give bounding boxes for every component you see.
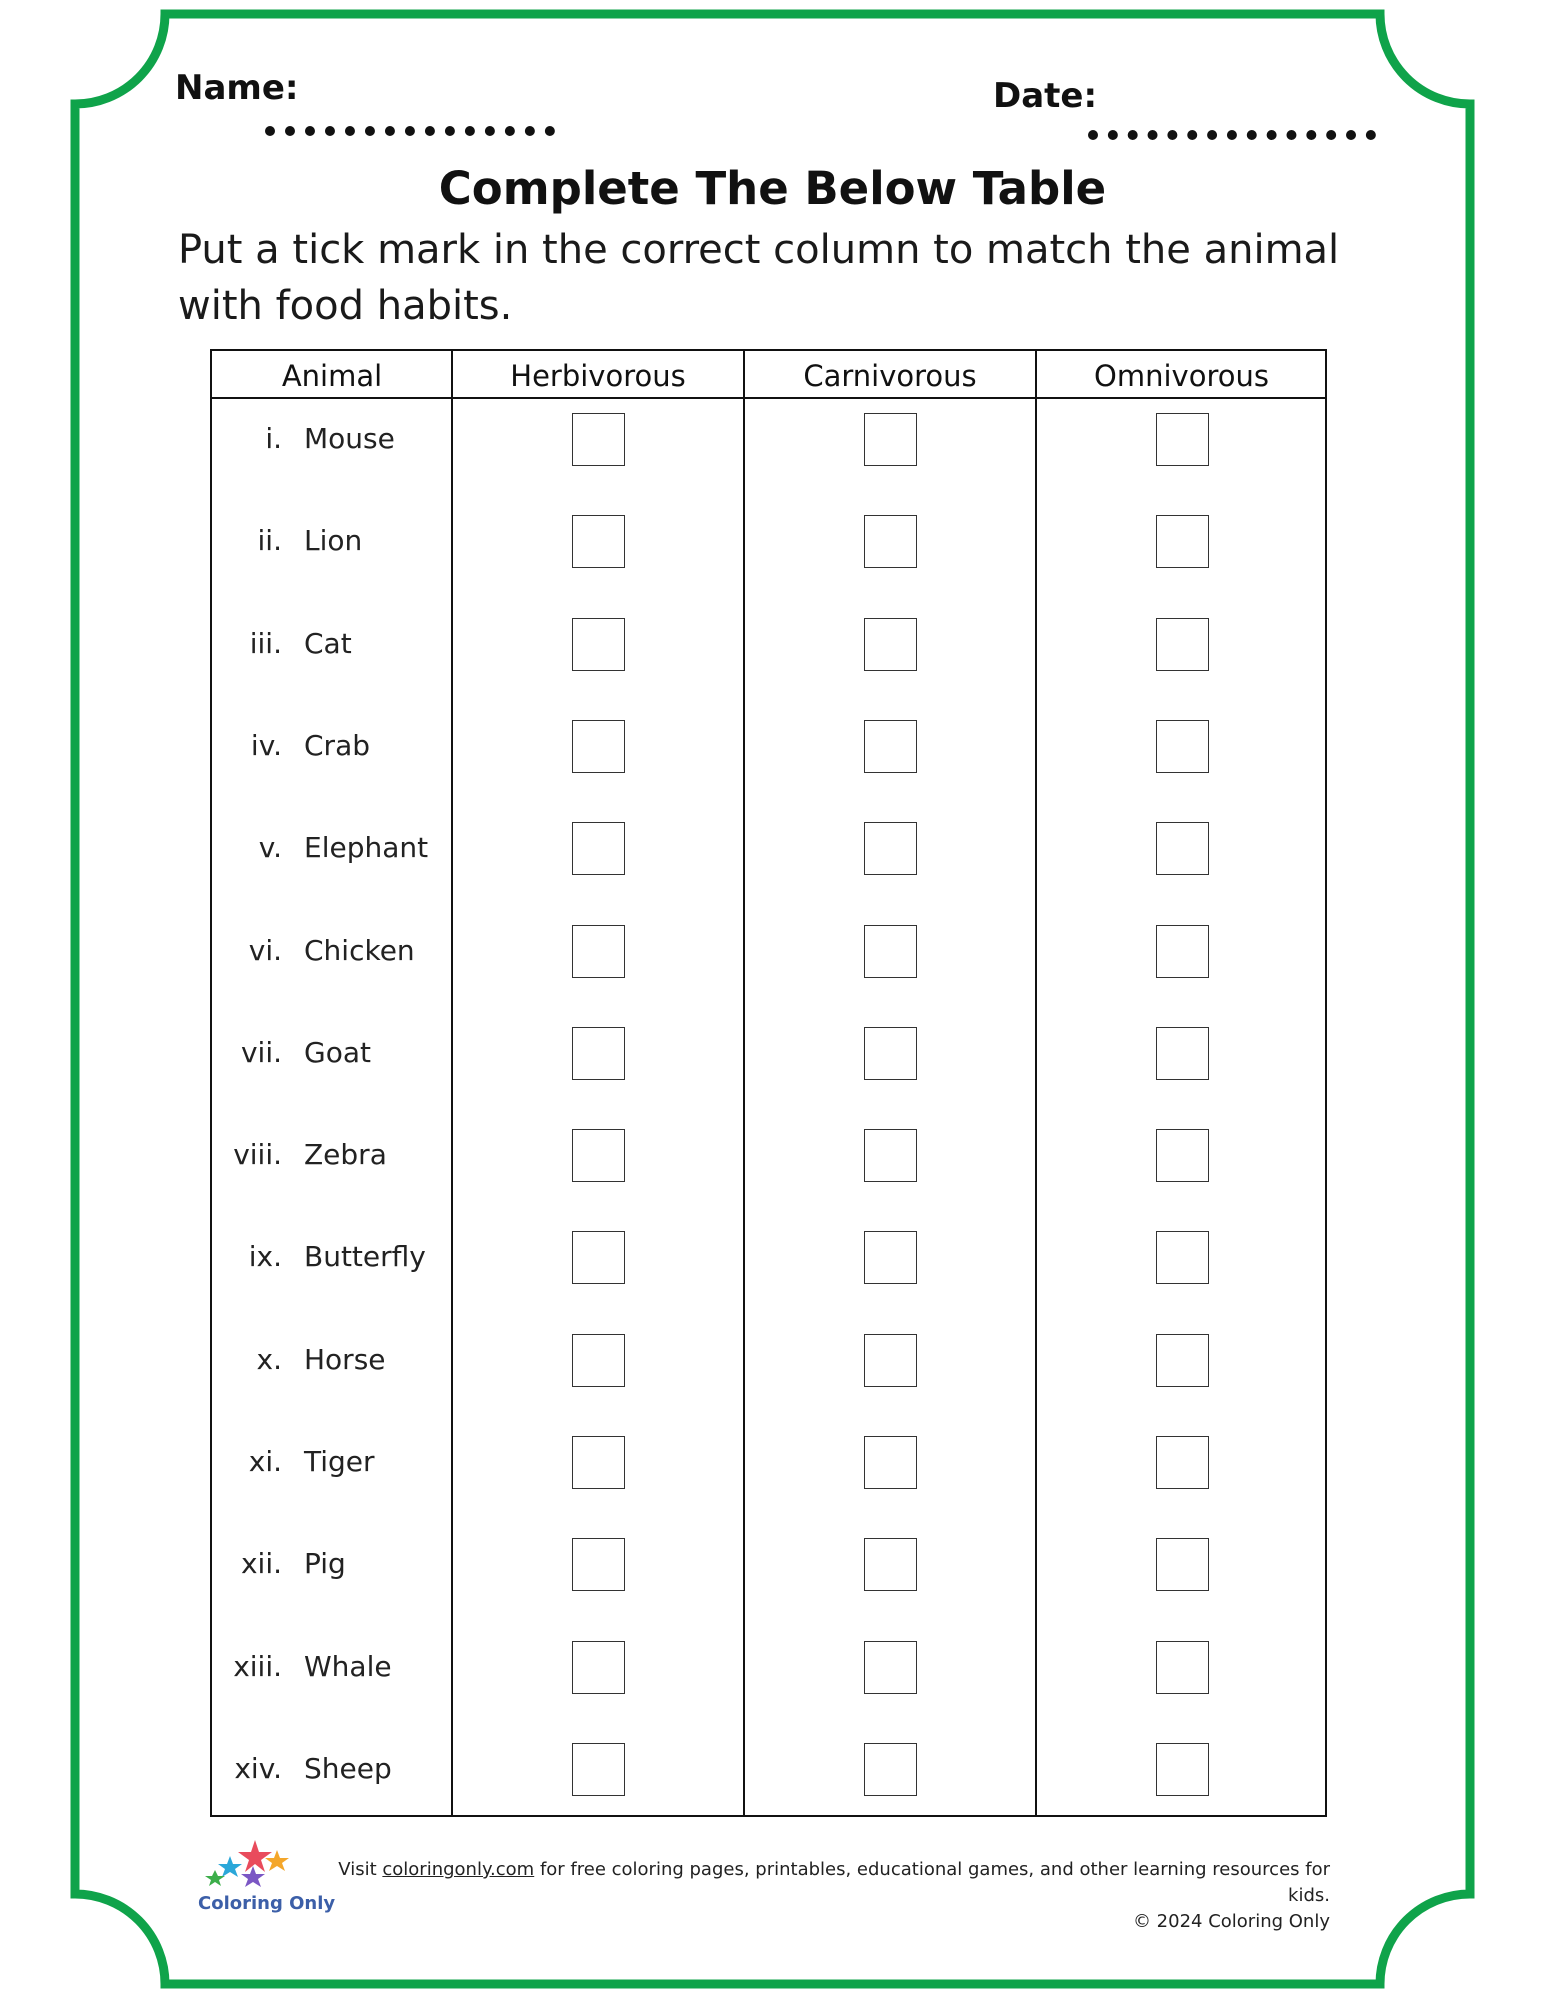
col-header-carnivorous: Carnivorous xyxy=(803,359,977,393)
checkbox-omnivorous[interactable] xyxy=(1156,1436,1209,1489)
col-header-omnivorous: Omnivorous xyxy=(1094,359,1269,393)
checkbox-carnivorous[interactable] xyxy=(864,1334,917,1387)
animal-name: Whale xyxy=(304,1649,392,1683)
checkbox-carnivorous[interactable] xyxy=(864,1231,917,1284)
animal-name: Pig xyxy=(304,1547,346,1581)
animal-name: Zebra xyxy=(304,1138,387,1172)
checkbox-herbivorous[interactable] xyxy=(572,1231,625,1284)
animal-name: Lion xyxy=(304,524,363,558)
name-field-line[interactable] xyxy=(265,126,555,136)
table-row xyxy=(212,1321,1325,1423)
col-header-herbivorous: Herbivorous xyxy=(510,359,686,393)
footer xyxy=(300,1857,1330,1935)
table-row xyxy=(212,502,1325,604)
checkbox-omnivorous[interactable] xyxy=(1156,1027,1209,1080)
animal-name: Elephant xyxy=(304,831,429,865)
table-row xyxy=(212,605,1325,707)
checkbox-carnivorous[interactable] xyxy=(864,1538,917,1591)
table-row xyxy=(212,1116,1325,1218)
checkbox-carnivorous[interactable] xyxy=(864,618,917,671)
row-numeral: iii. xyxy=(249,626,282,660)
date-label: Date: xyxy=(993,76,1098,116)
page-title: Complete The Below Table xyxy=(438,162,1107,215)
row-numeral: xiv. xyxy=(234,1751,282,1785)
checkbox-omnivorous[interactable] xyxy=(1156,1538,1209,1591)
checkbox-omnivorous[interactable] xyxy=(1156,618,1209,671)
row-numeral: iv. xyxy=(250,728,282,762)
checkbox-carnivorous[interactable] xyxy=(864,1743,917,1796)
row-numeral: vii. xyxy=(240,1035,282,1069)
checkbox-omnivorous[interactable] xyxy=(1156,822,1209,875)
checkbox-herbivorous[interactable] xyxy=(572,822,625,875)
table-row xyxy=(212,912,1325,1014)
checkbox-herbivorous[interactable] xyxy=(572,1027,625,1080)
date-field-line[interactable] xyxy=(1088,130,1376,140)
checkbox-omnivorous[interactable] xyxy=(1156,1129,1209,1182)
animal-name: Crab xyxy=(304,728,370,762)
row-numeral: x. xyxy=(256,1342,282,1376)
checkbox-herbivorous[interactable] xyxy=(572,925,625,978)
checkbox-carnivorous[interactable] xyxy=(864,1129,917,1182)
checkbox-herbivorous[interactable] xyxy=(572,1334,625,1387)
checkbox-carnivorous[interactable] xyxy=(864,1641,917,1694)
checkbox-herbivorous[interactable] xyxy=(572,618,625,671)
name-label: Name: xyxy=(175,68,299,108)
animal-name: Mouse xyxy=(304,422,395,455)
table-row xyxy=(212,1423,1325,1525)
footer-visit-line xyxy=(300,1857,1330,1909)
checkbox-herbivorous[interactable] xyxy=(572,413,625,466)
row-numeral: xi. xyxy=(248,1445,282,1478)
animal-name: Sheep xyxy=(304,1751,392,1785)
row-numeral: vi. xyxy=(248,933,282,967)
animal-name: Horse xyxy=(304,1342,386,1376)
checkbox-omnivorous[interactable] xyxy=(1156,1231,1209,1284)
checkbox-carnivorous[interactable] xyxy=(864,515,917,568)
checkbox-omnivorous[interactable] xyxy=(1156,1743,1209,1796)
checkbox-omnivorous[interactable] xyxy=(1156,720,1209,773)
table-row xyxy=(212,1525,1325,1627)
animal-name: Cat xyxy=(304,626,352,660)
checkbox-carnivorous[interactable] xyxy=(864,925,917,978)
table-row xyxy=(212,400,1325,502)
row-numeral: viii. xyxy=(233,1138,282,1172)
food-habits-table xyxy=(210,349,1327,1817)
checkbox-herbivorous[interactable] xyxy=(572,1743,625,1796)
checkbox-carnivorous[interactable] xyxy=(864,413,917,466)
checkbox-herbivorous[interactable] xyxy=(572,1641,625,1694)
checkbox-herbivorous[interactable] xyxy=(572,720,625,773)
checkbox-herbivorous[interactable] xyxy=(572,515,625,568)
checkbox-omnivorous[interactable] xyxy=(1156,1334,1209,1387)
table-row xyxy=(212,707,1325,809)
footer-visit-text: Visit xyxy=(338,1859,383,1880)
table-row xyxy=(212,1730,1325,1832)
checkbox-omnivorous[interactable] xyxy=(1156,515,1209,568)
animal-name: Chicken xyxy=(304,933,415,967)
table-row xyxy=(212,1014,1325,1116)
checkbox-carnivorous[interactable] xyxy=(864,822,917,875)
footer-copyright: © 2024 Coloring Only xyxy=(1132,1911,1330,1932)
checkbox-herbivorous[interactable] xyxy=(572,1129,625,1182)
row-numeral: i. xyxy=(265,422,282,455)
coloringonly-link[interactable]: coloringonly.com xyxy=(382,1859,535,1880)
checkbox-herbivorous[interactable] xyxy=(572,1538,625,1591)
table-row xyxy=(212,1628,1325,1730)
checkbox-omnivorous[interactable] xyxy=(1156,925,1209,978)
footer-rest-text: for free coloring pages, printables, educational games, and other learning resources for kids. xyxy=(534,1859,1330,1906)
table-row xyxy=(212,809,1325,911)
checkbox-carnivorous[interactable] xyxy=(864,1436,917,1489)
animal-name: Tiger xyxy=(304,1445,375,1478)
checkbox-carnivorous[interactable] xyxy=(864,720,917,773)
row-numeral: ix. xyxy=(248,1240,282,1274)
table-row xyxy=(212,1218,1325,1320)
row-numeral: ii. xyxy=(257,524,282,558)
col-header-animal: Animal xyxy=(281,359,383,393)
instructions: Put a tick mark in the correct column to match the animal with food habits. xyxy=(178,227,1340,329)
row-numeral: v. xyxy=(258,831,282,865)
checkbox-omnivorous[interactable] xyxy=(1156,1641,1209,1694)
logo-text: Coloring Only xyxy=(198,1893,336,1914)
checkbox-herbivorous[interactable] xyxy=(572,1436,625,1489)
animal-name: Butterfly xyxy=(304,1240,426,1274)
checkbox-omnivorous[interactable] xyxy=(1156,413,1209,466)
row-numeral: xii. xyxy=(240,1547,282,1581)
animal-name: Goat xyxy=(304,1035,371,1069)
row-numeral: xiii. xyxy=(233,1649,282,1683)
checkbox-carnivorous[interactable] xyxy=(864,1027,917,1080)
table-header-row xyxy=(212,351,1325,399)
